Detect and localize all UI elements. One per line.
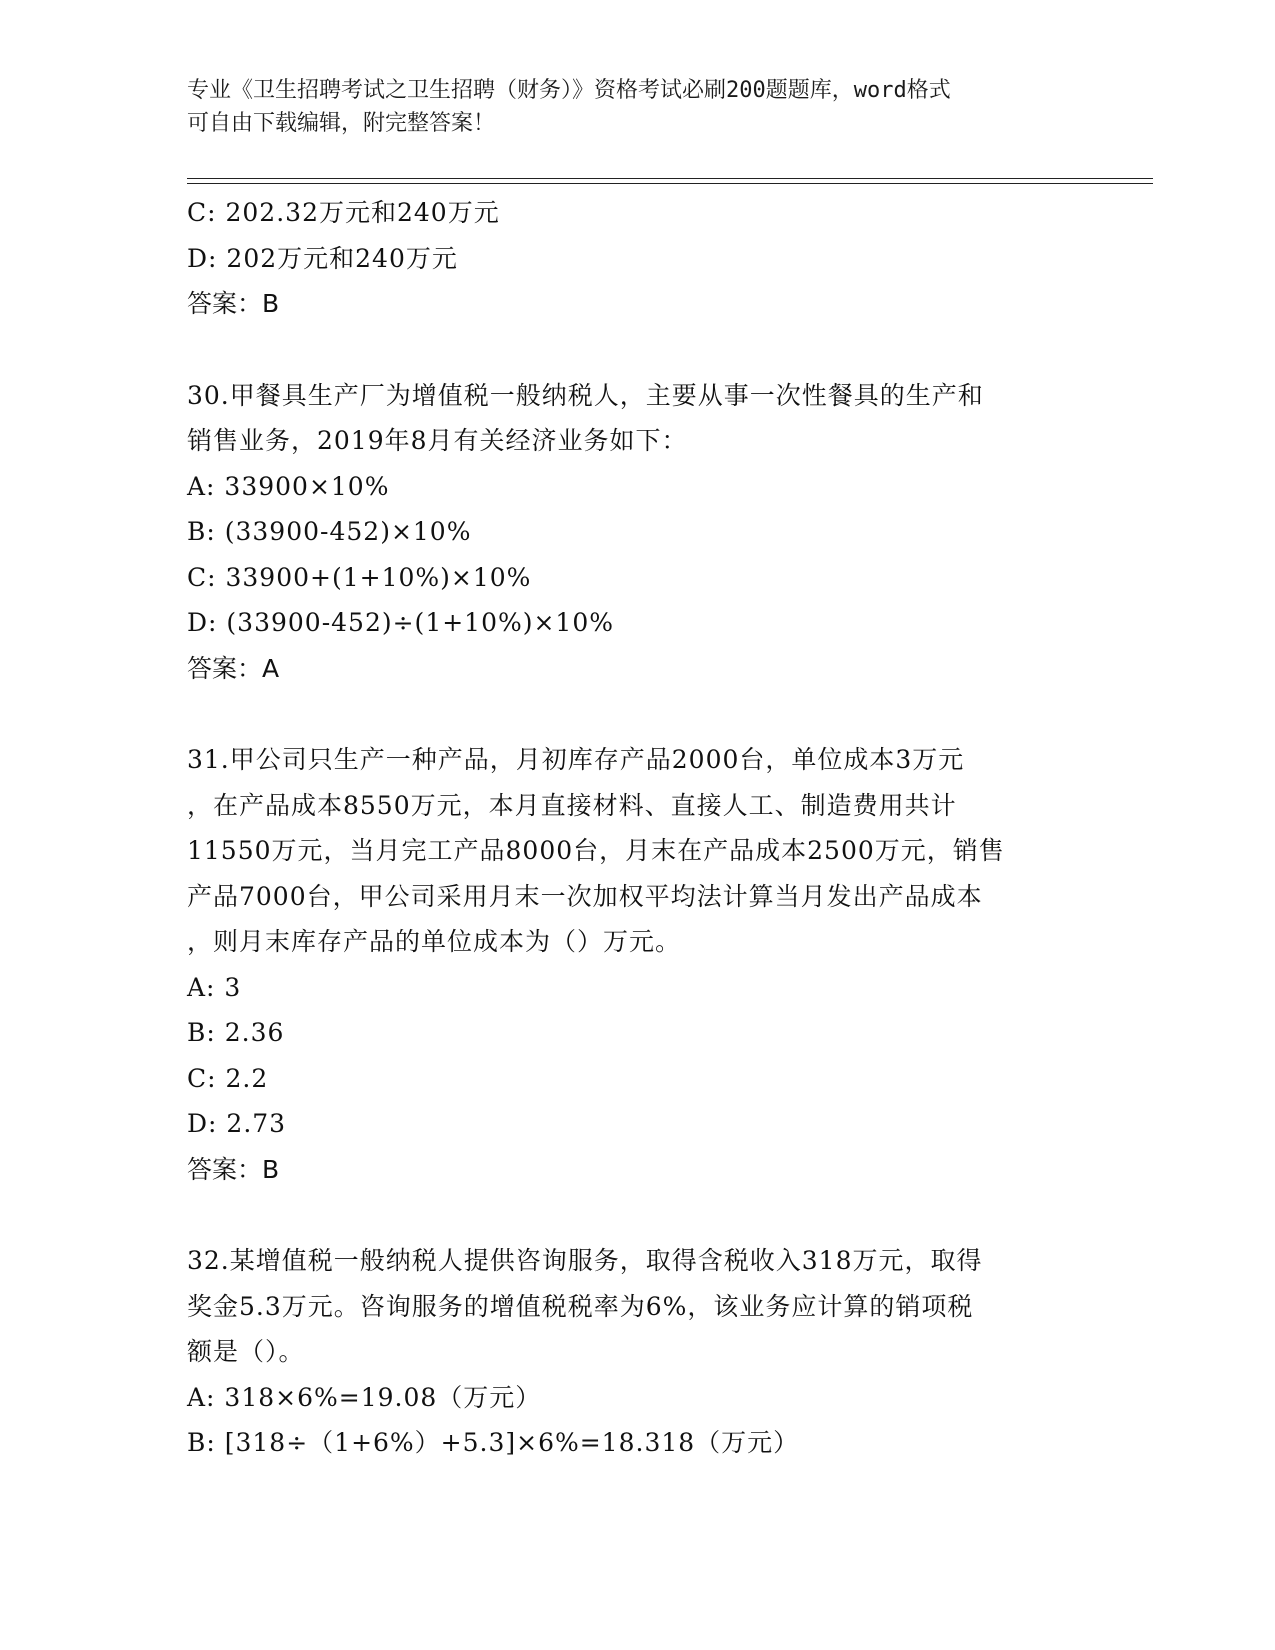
text-line: D: (33900-452)÷(1+10%)×10% bbox=[187, 608, 615, 637]
question-spacer bbox=[187, 691, 1087, 737]
question-list bbox=[187, 190, 1087, 1466]
text-line: 31.甲公司只生产一种产品，月初库存产品2000台，单位成本3万元 bbox=[187, 745, 965, 774]
text-line: A: 3 bbox=[187, 972, 242, 1002]
question-spacer bbox=[187, 327, 1087, 373]
text-line: 奖金5.3万元。咨询服务的增值税税率为6%，该业务应计算的销项税 bbox=[187, 1291, 974, 1321]
text-line: 销售业务，2019年8月有关经济业务如下： bbox=[187, 426, 688, 455]
question-spacer bbox=[187, 1192, 1087, 1238]
text-line: A: 33900×10% bbox=[187, 471, 390, 501]
text-line: B: 2.36 bbox=[187, 1018, 285, 1047]
answer-line: 答案：A bbox=[187, 653, 280, 683]
header-line-2: 可自由下载编辑，附完整答案！ bbox=[187, 111, 496, 136]
text-line: B: [318÷（1+6%）+5.3]×6%=18.318（万元） bbox=[187, 1428, 800, 1457]
text-line: 产品7000台，甲公司采用月末一次加权平均法计算当月发出产品成本 bbox=[187, 881, 983, 911]
text-line: 32.某增值税一般纳税人提供咨询服务，取得含税收入318万元，取得 bbox=[187, 1246, 983, 1275]
answer-line: 答案：B bbox=[187, 289, 280, 318]
text-line: ，在产品成本8550万元，本月直接材料、直接人工、制造费用共计 bbox=[187, 790, 957, 820]
text-line: 11550万元，当月完工产品8000台，月末在产品成本2500万元，销售 bbox=[187, 836, 1005, 865]
header-divider-top bbox=[187, 178, 1153, 179]
header-divider-bottom bbox=[187, 183, 1153, 184]
text-line: B: (33900-452)×10% bbox=[187, 517, 472, 546]
text-line: 额是（）。 bbox=[187, 1337, 305, 1366]
text-line: 30.甲餐具生产厂为增值税一般纳税人，主要从事一次性餐具的生产和 bbox=[187, 380, 984, 410]
text-line: C: 2.2 bbox=[187, 1063, 269, 1093]
text-line: D: 202万元和240万元 bbox=[187, 243, 458, 273]
header-line-1: 专业《卫生招聘考试之卫生招聘（财务）》资格考试必刷200题题库，word格式 bbox=[187, 78, 951, 103]
text-line: C: 202.32万元和240万元 bbox=[187, 198, 500, 227]
text-line: C: 33900+(1+10%)×10% bbox=[187, 562, 532, 592]
text-line: D: 2.73 bbox=[187, 1109, 287, 1138]
answer-line: 答案：B bbox=[187, 1154, 280, 1184]
text-line: ，则月末库存产品的单位成本为（）万元。 bbox=[187, 927, 682, 956]
document-header bbox=[187, 74, 1087, 140]
text-line: A: 318×6%=19.08（万元） bbox=[187, 1382, 542, 1412]
